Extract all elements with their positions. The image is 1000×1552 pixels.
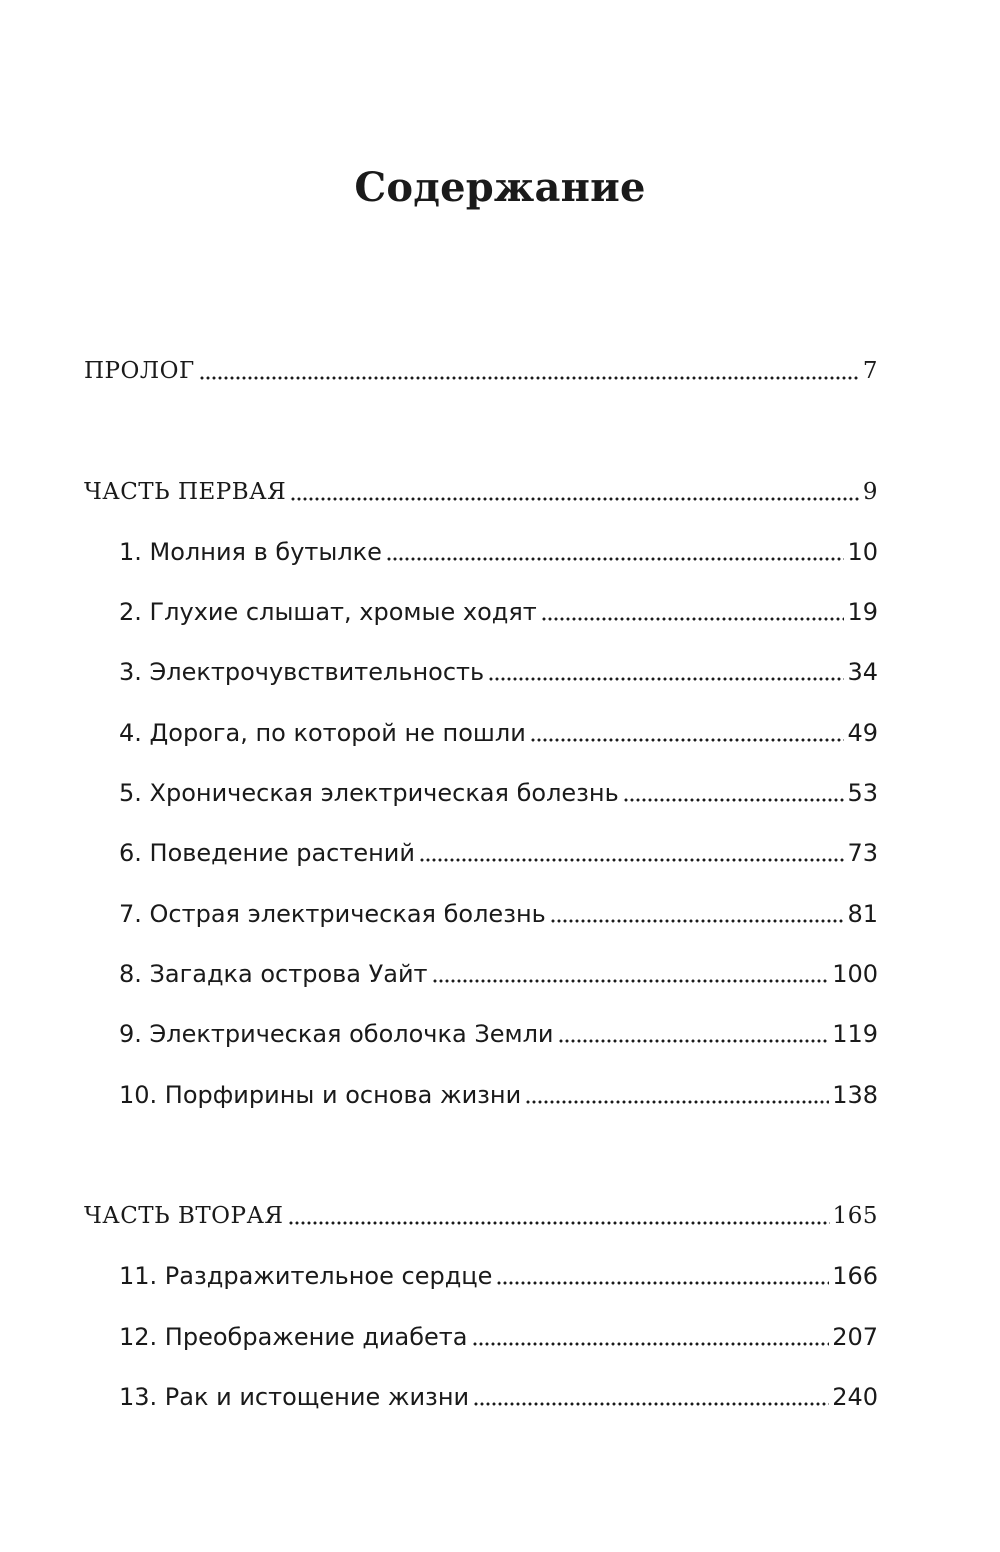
toc-entry-title: ПРОЛОГ	[84, 358, 195, 384]
toc-entry-title: 11. Раздражительное сердце	[119, 1262, 493, 1290]
toc-entry-chapter-9	[119, 1014, 878, 1054]
toc-entry-page: 119	[832, 1020, 878, 1048]
toc-entry-chapter-11	[119, 1256, 878, 1296]
toc-entry-page: 53	[847, 779, 878, 807]
toc-entry-page: 7	[862, 358, 878, 384]
toc-entry-part-two	[84, 1196, 878, 1236]
toc-entry-page: 81	[847, 900, 878, 928]
toc-entry-page: 207	[832, 1323, 878, 1351]
dot-leader	[550, 919, 845, 923]
toc-entry-title: 10. Порфирины и основа жизни	[119, 1081, 522, 1109]
toc-entry-title: 7. Острая электрическая болезнь	[119, 900, 546, 928]
toc-entry-page: 165	[832, 1203, 878, 1229]
toc-entry-title: 8. Загадка острова Уайт	[119, 960, 428, 988]
toc-entry-chapter-1	[119, 532, 878, 572]
toc-entry-page: 9	[862, 479, 878, 505]
dot-leader	[541, 617, 845, 621]
dot-leader	[472, 1342, 830, 1346]
toc-entry-chapter-4	[119, 713, 878, 753]
dot-leader	[558, 1039, 830, 1043]
dot-leader	[432, 979, 830, 983]
toc-entry-chapter-7	[119, 894, 878, 934]
toc-entry-chapter-12	[119, 1317, 878, 1357]
toc-entry-chapter-13	[119, 1377, 878, 1417]
dot-leader	[419, 858, 844, 862]
toc-entry-prologue	[84, 351, 878, 391]
page-title: Содержание	[354, 164, 646, 211]
dot-leader	[386, 557, 845, 561]
toc-entry-title: 5. Хроническая электрическая болезнь	[119, 779, 619, 807]
toc-entry-title: 2. Глухие слышат, хромые ходят	[119, 598, 537, 626]
dot-leader	[288, 1221, 830, 1225]
toc-entry-chapter-5	[119, 773, 878, 813]
toc-entry-title: 4. Дорога, по которой не пошли	[119, 719, 526, 747]
dot-leader	[530, 738, 845, 742]
toc-entry-page: 240	[832, 1383, 878, 1411]
dot-leader	[488, 677, 844, 681]
toc-entry-page: 34	[847, 658, 878, 686]
dot-leader	[496, 1281, 829, 1285]
toc-entry-page: 49	[847, 719, 878, 747]
toc-entry-title: 1. Молния в бутылке	[119, 538, 382, 566]
toc-entry-page: 166	[832, 1262, 878, 1290]
toc-entry-page: 100	[832, 960, 878, 988]
toc-entry-page: 73	[847, 839, 878, 867]
toc-entry-part-one	[84, 472, 878, 512]
toc-entry-chapter-10	[119, 1075, 878, 1115]
dot-leader	[473, 1402, 829, 1406]
toc-entry-chapter-2	[119, 592, 878, 632]
dot-leader	[525, 1100, 829, 1104]
dot-leader	[623, 798, 845, 802]
toc-entry-title: 12. Преображение диабета	[119, 1323, 468, 1351]
toc-entry-title: 13. Рак и истощение жизни	[119, 1383, 470, 1411]
toc-entry-title: 6. Поведение растений	[119, 839, 415, 867]
toc-entry-title: 9. Электрическая оболочка Земли	[119, 1020, 554, 1048]
toc-entry-title: 3. Электрочувствительность	[119, 658, 485, 686]
dot-leader	[199, 376, 860, 380]
toc-entry-chapter-3	[119, 652, 878, 692]
toc-entry-page: 138	[832, 1081, 878, 1109]
toc-entry-chapter-6	[119, 833, 878, 873]
toc-entry-title: ЧАСТЬ ВТОРАЯ	[84, 1203, 284, 1229]
toc-entry-page: 10	[847, 538, 878, 566]
toc-entry-page: 19	[847, 598, 878, 626]
toc-entry-chapter-8	[119, 954, 878, 994]
dot-leader	[290, 497, 860, 501]
toc-entry-title: ЧАСТЬ ПЕРВАЯ	[84, 479, 287, 505]
